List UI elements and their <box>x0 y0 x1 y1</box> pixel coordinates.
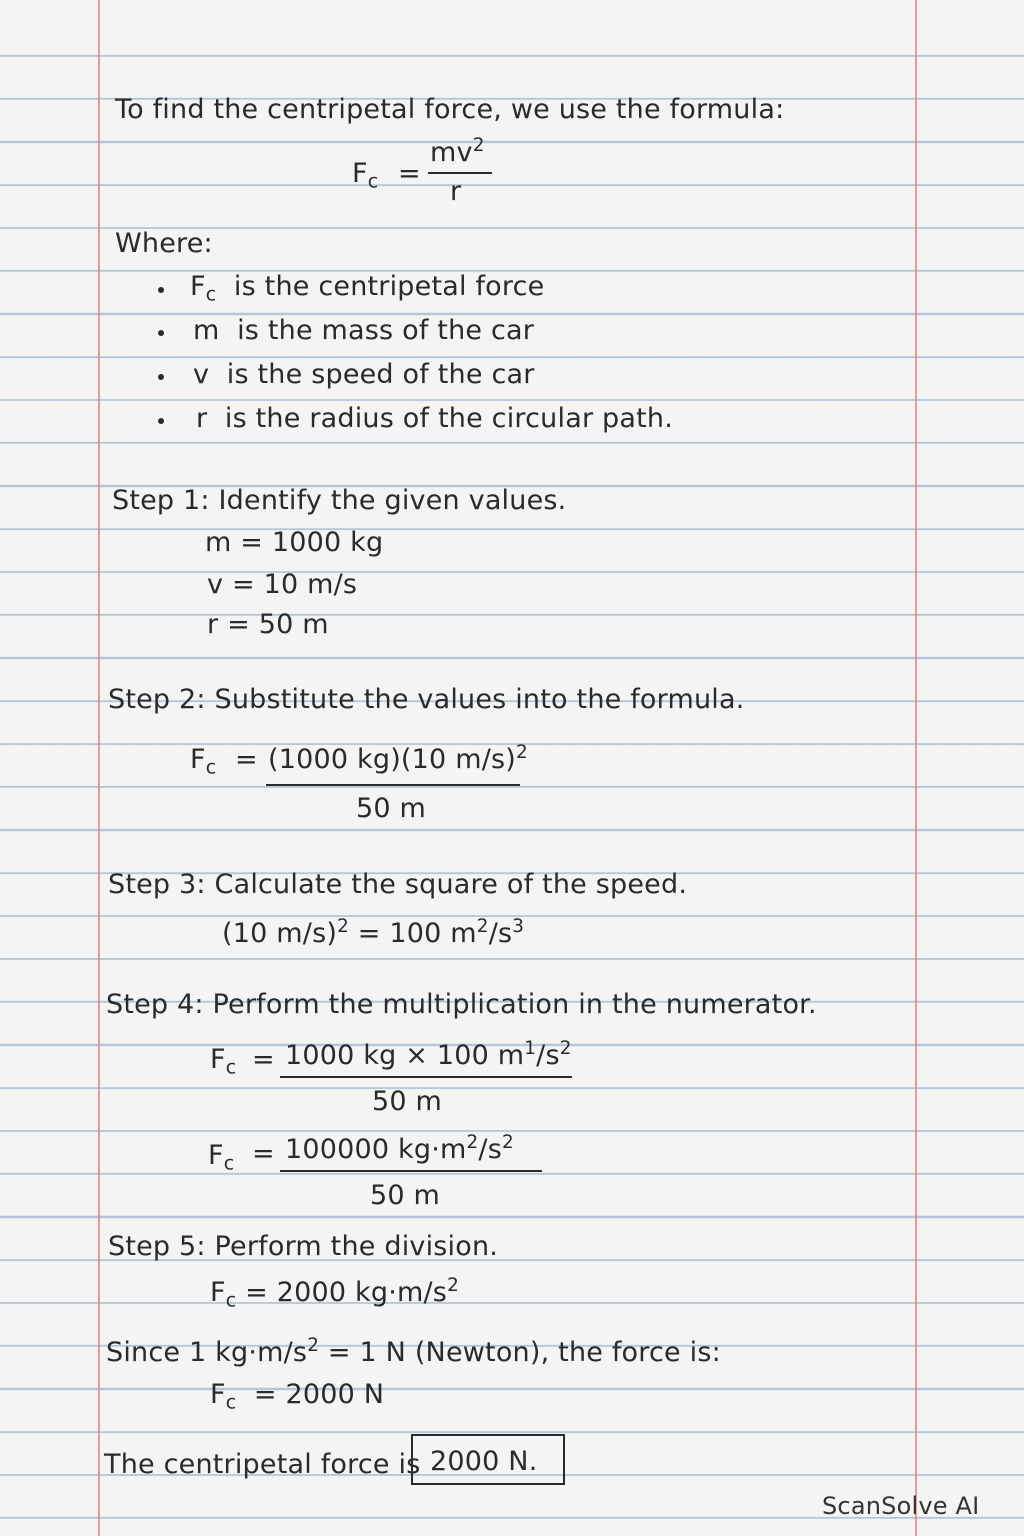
conclusion-text: The centripetal force is <box>104 1449 421 1480</box>
step2-equals: = <box>235 744 258 775</box>
step4-eq2-denominator: 50 m <box>370 1180 441 1211</box>
step1-title: Step 1: Identify the given values. <box>112 485 567 516</box>
step4-eq1-fraction-bar <box>280 1076 572 1078</box>
step2-title: Step 2: Substitute the values into the formula. <box>108 684 745 715</box>
formula-fraction-bar <box>428 172 492 174</box>
margin-line-left <box>98 0 100 1536</box>
step1-value-v: v = 10 m/s <box>207 569 358 600</box>
formula-numerator: $mv^2$ <box>430 135 485 169</box>
step2-lhs: $F_c$ <box>190 744 217 779</box>
since-text: Since 1 $kg\cdot m/s^2 = 1$ N (Newton), the force is: <box>106 1335 721 1369</box>
formula-denominator: r <box>450 176 462 207</box>
formula-lhs: $F_c$ <box>352 158 379 193</box>
step4-eq1-equals: = <box>252 1044 275 1075</box>
step2-fraction-bar <box>266 784 520 786</box>
step4-eq1-lhs: $F_c$ <box>210 1044 237 1079</box>
step3-title: Step 3: Calculate the square of the speed. <box>108 869 688 900</box>
step2-denominator: 50 m <box>356 793 427 824</box>
step2-numerator: (1000 kg)(10 m/s)$^2$ <box>268 742 528 776</box>
definition-m: m is the mass of the car <box>193 315 535 346</box>
margin-line-right <box>915 0 917 1536</box>
final-equation: $F_c = 2000$ N <box>210 1379 385 1414</box>
bullet-icon <box>158 418 164 424</box>
intro-text: To find the centripetal force, we use the formula: <box>115 94 785 125</box>
step4-eq2-lhs: $F_c$ <box>208 1140 235 1175</box>
step5-title: Step 5: Perform the division. <box>108 1231 499 1262</box>
formula-equals: = <box>398 158 421 189</box>
step3-equation: (10 m/s)$^2$ = 100 $m^2/s^3$ <box>222 916 525 950</box>
answer-value: 2000 N. <box>430 1446 538 1477</box>
step5-equation: $F_c = 2000$ $kg\cdot m/s^2$ <box>210 1275 459 1312</box>
step4-eq1-denominator: 50 m <box>372 1086 443 1117</box>
where-label: Where: <box>115 228 213 259</box>
step1-value-r: r = 50 m <box>207 609 329 640</box>
brand-watermark: ScanSolve AI <box>822 1492 980 1520</box>
step4-eq1-numerator: 1000 kg × 100 $m^1/s^2$ <box>285 1038 572 1072</box>
bullet-icon <box>158 287 164 293</box>
step4-eq2-numerator: 100000 $kg\cdot m^2/s^2$ <box>285 1132 514 1166</box>
bullet-icon <box>158 330 164 336</box>
definition-v: v is the speed of the car <box>193 359 535 390</box>
step4-eq2-equals: = <box>252 1138 275 1169</box>
step1-value-m: m = 1000 kg <box>205 527 384 558</box>
step4-title: Step 4: Perform the multiplication in the numerator. <box>106 989 817 1020</box>
step4-eq2-fraction-bar <box>280 1170 542 1172</box>
definition-fc: $F_c$ is the centripetal force <box>190 271 545 306</box>
definition-r: r is the radius of the circular path. <box>196 403 673 434</box>
bullet-icon <box>158 374 164 380</box>
